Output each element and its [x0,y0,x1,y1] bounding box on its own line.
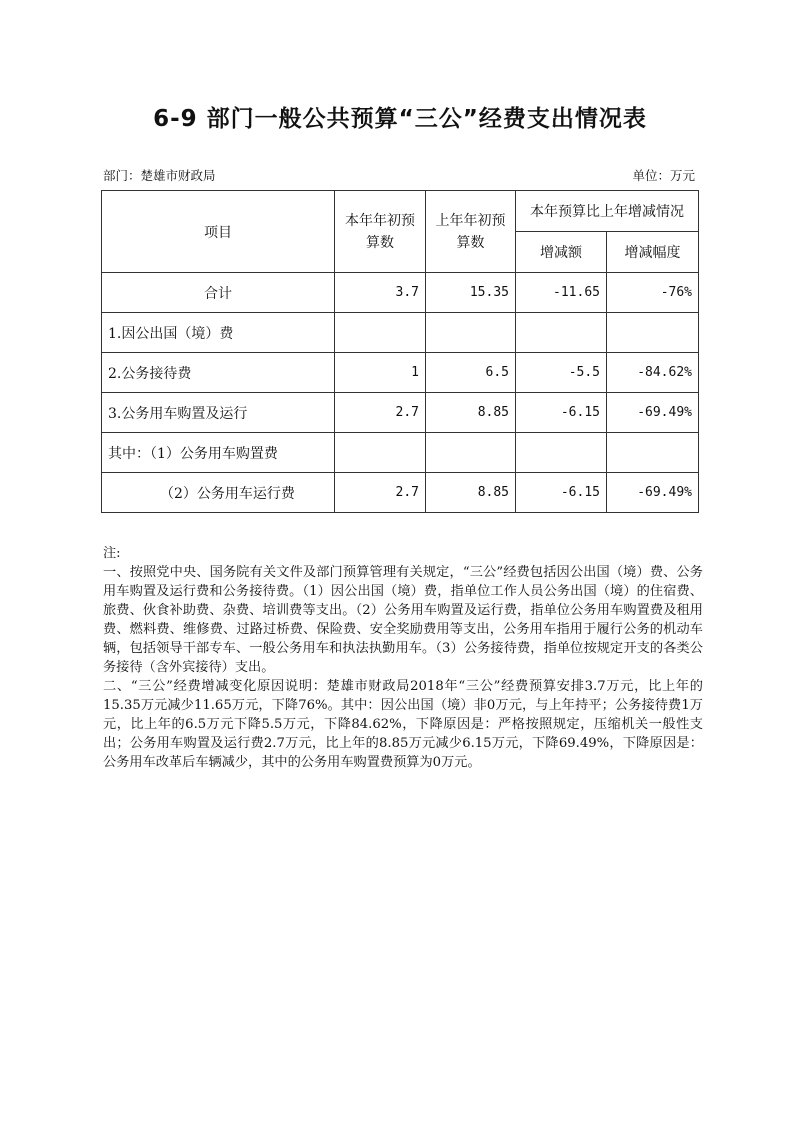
table-row [102,433,699,473]
unit-label: 单位：万元 [632,168,695,183]
row-label: 3.公务用车购置及运行 [102,393,335,433]
notes-paragraph-2: 二、“三公”经费增减变化原因说明：楚雄市财政局2018年“三公”经费预算安排3.7万元，比上年的15.35万元减少11.65万元，下降76%。其中：因公出国（境）非0万元，与上年持平；公务接待费1万元，比上年的6.5万元下降5.5万元，下降84.62%，下降原因是：严格按照规定，压缩机关一般性支出；公务用车购置及运行费2.7万元，比上年的8.85万元减少6.15万元，下降69.49%，下降原因是：公务用车改革后车辆减少，其中的公务用车购置费预算为0万元。 [103,679,703,770]
table-header-row [102,191,699,232]
cell-last: 8.85 [426,473,516,513]
header-item: 项目 [102,191,335,273]
notes-paragraph-1: 一、按照党中央、国务院有关文件及部门预算管理有关规定，“三公”经费包括因公出国（境）费、公务用车购置及运行费和公务接待费。（1）因公出国（境）费，指单位工作人员公务出国（境）的住宿费、旅费、伙食补助费、杂费、培训费等支出。（2）公务用车购置及运行费，指单位公务用车购置费及租用费、燃料费、维修费、过路过桥费、保险费、安全奖励费用等支出，公务用车指用于履行公务的机动车辆，包括领导干部专车、一般公务用车和执法执勤用车。（3）公务接待费，指单位按规定开支的各类公务接待（含外宾接待）支出。 [103,565,703,675]
cell-rate: -84.62% [607,353,699,393]
cell-rate: -69.49% [607,473,699,513]
header-change-amount: 增减额 [516,232,607,273]
table-row [102,353,699,393]
cell-rate [607,313,699,353]
table-row [102,473,699,513]
cell-last [426,313,516,353]
cell-current: 1 [335,353,426,393]
cell-current: 2.7 [335,473,426,513]
cell-amount: -11.65 [516,273,607,313]
cell-last: 6.5 [426,353,516,393]
notes-section [103,544,703,772]
three-public-expenses-table [101,190,699,513]
cell-current: 2.7 [335,393,426,433]
cell-rate [607,433,699,473]
cell-current: 3.7 [335,273,426,313]
cell-amount: -6.15 [516,393,607,433]
department-label: 部门：楚雄市财政局 [103,168,216,183]
header-current-budget: 本年年初预算数 [335,191,426,273]
cell-current [335,313,426,353]
cell-amount: -6.15 [516,473,607,513]
cell-last: 8.85 [426,393,516,433]
header-change-group: 本年预算比上年增减情况 [516,191,699,232]
row-label: 1.因公出国（境）费 [102,313,335,353]
cell-rate: -76% [607,273,699,313]
cell-amount: -5.5 [516,353,607,393]
table-row [102,393,699,433]
cell-amount [516,433,607,473]
table-row-total [102,273,699,313]
row-label: 合计 [102,273,335,313]
cell-current [335,433,426,473]
cell-amount [516,313,607,353]
cell-last: 15.35 [426,273,516,313]
header-change-rate: 增减幅度 [607,232,699,273]
row-label: 其中：（1）公务用车购置费 [102,433,335,473]
page-title: 6-9 部门一般公共预算“三公”经费支出情况表 [153,106,647,132]
cell-rate: -69.49% [607,393,699,433]
row-label: （2）公务用车运行费 [102,473,335,513]
notes-heading: 注: [103,546,121,561]
table-row [102,313,699,353]
cell-last [426,433,516,473]
header-last-budget: 上年年初预算数 [426,191,516,273]
row-label: 2.公务接待费 [102,353,335,393]
